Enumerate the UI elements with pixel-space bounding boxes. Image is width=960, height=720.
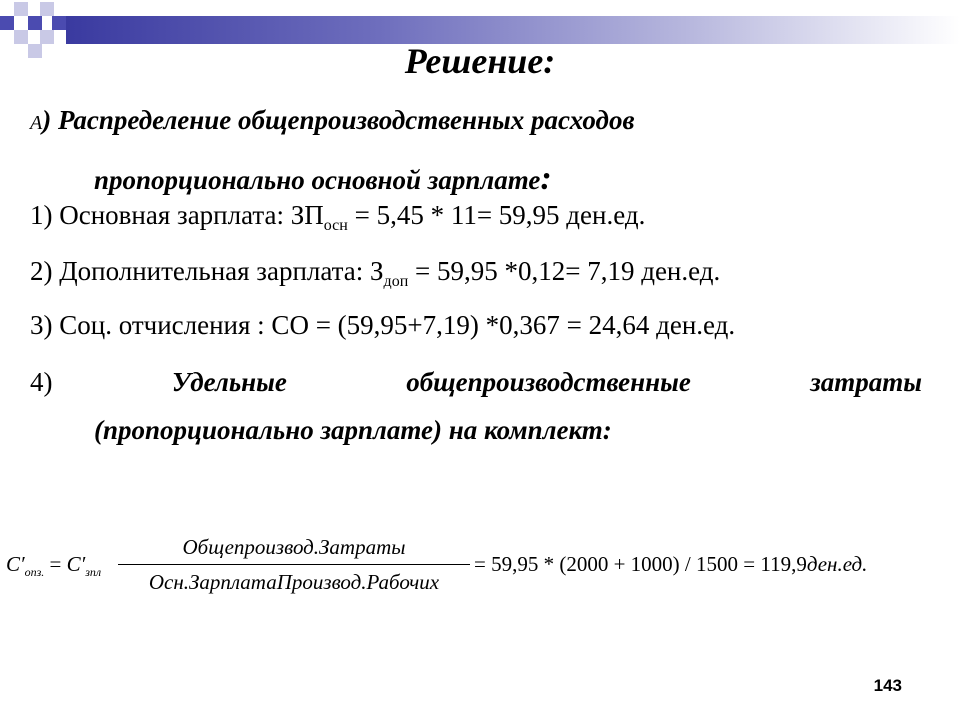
item-4-word-2: общепроизводственные (406, 367, 691, 397)
formula-lhs-sub2: зпл (85, 565, 102, 579)
list-item-3 (30, 310, 735, 341)
deco-square (28, 16, 42, 30)
item-1-prefix: 1) Основная зарплата: ЗП (30, 200, 324, 230)
item-1-sub: осн (323, 217, 348, 234)
item-4-word-1: Удельные (171, 367, 287, 397)
formula-numerator: Общепроизвод.Затраты (182, 535, 406, 559)
section-heading (30, 92, 930, 208)
deco-square (0, 16, 14, 30)
item-4-line-2: (пропорционально зарплате) на комплект: (94, 415, 612, 445)
formula (6, 530, 946, 600)
item-2-sub: доп (383, 273, 409, 290)
item-3-text: 3) Соц. отчисления : СО = (59,95+7,19) *0,367 = 24,64 ден.ед. (30, 310, 736, 340)
list-item-2 (30, 256, 720, 291)
deco-square (40, 2, 54, 16)
item-4-row-1 (30, 358, 922, 406)
heading-line-1: ) Распределение общепроизводственных расходов (42, 105, 635, 135)
heading-line-2: пропорционально основной зарплате (94, 165, 541, 195)
formula-lhs-sub1: опз. (24, 565, 45, 579)
formula-rhs (474, 552, 867, 577)
formula-eq: = (44, 552, 67, 576)
deco-square (14, 2, 28, 16)
item-2-prefix: 2) Дополнительная зарплата: З (30, 256, 384, 286)
formula-rhs-calc: = 59,95 * (2000 + 1000) / 1500 = 119,9 (474, 552, 807, 576)
item-4-word-3: затраты (810, 367, 922, 397)
formula-denominator: Осн.ЗарплатаПроизвод.Рабочих (148, 570, 440, 594)
list-item-1 (30, 200, 645, 235)
formula-lhs-c2: C′ (66, 552, 86, 576)
deco-square (52, 16, 66, 30)
page-number: 143 (873, 676, 902, 695)
item-1-rest: = 5,45 * 11= 59,95 ден.ед. (347, 200, 646, 230)
slide-title: Решение: (404, 41, 556, 81)
list-item-4 (30, 358, 922, 454)
item-2-rest: = 59,95 *0,12= 7,19 ден.ед. (408, 256, 721, 286)
item-4-num: 4) (30, 367, 53, 397)
heading-colon: : (540, 160, 552, 197)
heading-letter: А (30, 112, 43, 134)
formula-lhs (6, 552, 101, 580)
formula-lhs-c1: C′ (6, 552, 25, 576)
formula-rhs-unit: ден.ед. (806, 552, 868, 576)
formula-fraction (118, 530, 470, 599)
